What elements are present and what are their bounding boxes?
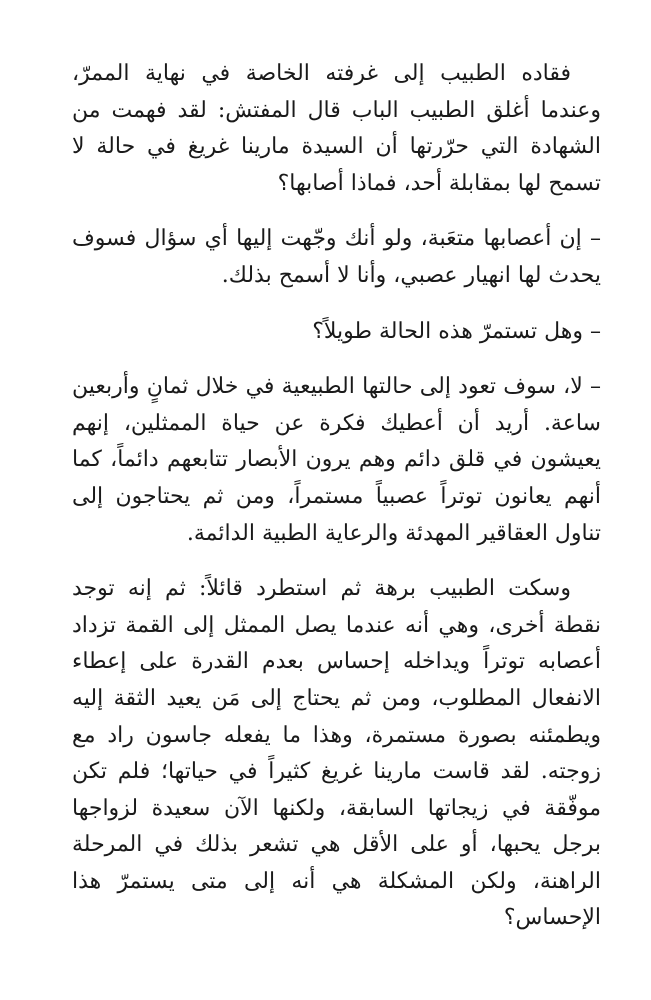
paragraph-dialogue-2: – وهل تستمرّ هذه الحالة طويلاً؟ xyxy=(312,318,601,344)
paragraph-dialogue-3: – لا، سوف تعود إلى حالتها الطبيعية في خلال ثمانٍ وأربعين ساعة. أريد أن أعطيك فكرة عن حياة الممثلين، إنهم يعيشون في قلق دائم وهم يرون الأبصار تتابعهم دائماً، كما أنهم يعانون توتراً عصبياً مستمراً، ومن ثم يحتاجون إلى تناول العقاقير المهدئة والرعاية الطبية الدائمة. xyxy=(72,374,601,546)
paragraph-dialogue-1: – إن أعصابها متعَبة، ولو أنك وجّهت إليها أي سؤال فسوف يحدث لها انهيار عصبي، وأنا لا أسمح بذلك. xyxy=(72,226,601,288)
paragraph-narration-1: فقاده الطبيب إلى غرفته الخاصة في نهاية الممرّ، وعندما أغلق الطبيب الباب قال المفتش: لقد فهمت من الشهادة التي حرّرتها أن السيدة مارينا غريغ في حالة لا تسمح لها بمقابلة أحد، فماذا أصابها؟ xyxy=(72,61,601,196)
paragraph-narration-2: وسكت الطبيب برهة ثم استطرد قائلاً: ثم إنه توجد نقطة أخرى، وهي أنه عندما يصل الممثل إلى القمة تزداد أعصابه توتراً ويداخله إحساس بعدم القدرة على إعطاء الانفعال المطلوب، ومن ثم يحتاج إلى مَن يعيد الثقة إليه ويطمئنه بصورة مستمرة، وهذا ما يفعله جاسون راد مع زوجته. لقد قاست مارينا غريغ كثيراً في حياتها؛ فلم تكن موفّقة في زيجاتها السابقة، ولكنها الآن سعيدة لزواجها برجل يحبها، أو على الأقل هي تشعر بذلك في المرحلة الراهنة، ولكن المشكلة هي أنه إلى متى يستمرّ هذا الإحساس؟ xyxy=(72,576,601,931)
